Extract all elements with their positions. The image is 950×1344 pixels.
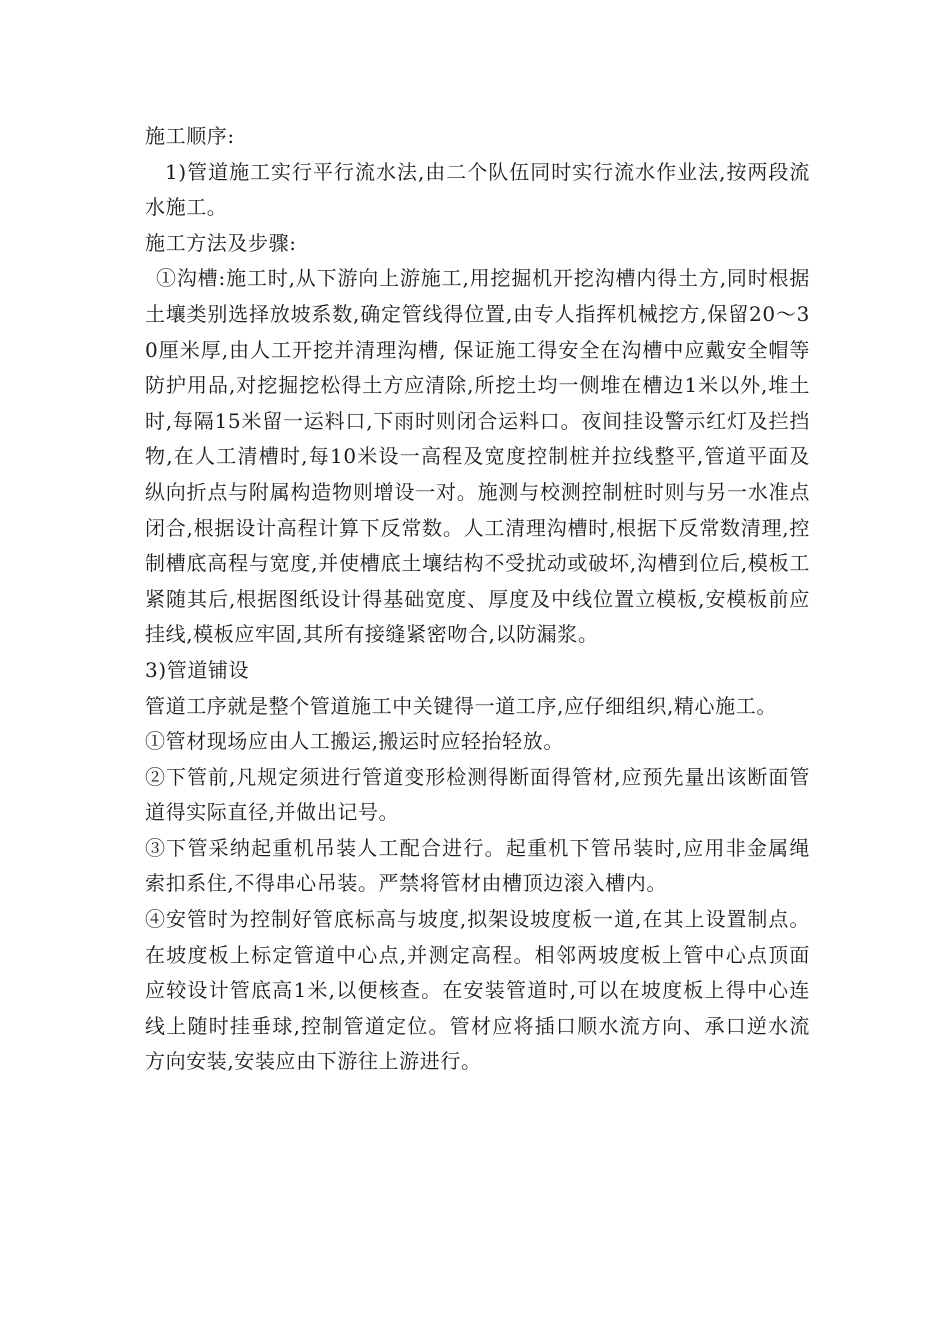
paragraph-pipe-inspection: ②下管前,凡规定须进行管道变形检测得断面得管材,应预先量出该断面管道得实际直径,并做出记号。 <box>145 764 810 825</box>
paragraph-pipe-lowering: ③下管采纳起重机吊装人工配合进行。起重机下管吊装时,应用非金属绳索扣系住,不得串心吊装。严禁将管材由槽顶边滚入槽内。 <box>145 835 810 896</box>
paragraph-pipe-installation: ④安管时为控制好管底标高与坡度,拟架设坡度板一道,在其上设置制点。在坡度板上标定管道中心点,并测定高程。相邻两坡度板上管中心点顶面应较设计管底高1米,以便核查。在安装管道时,可以在坡度板上得中心连线上随时挂垂球,控制管道定位。管材应将插口顺水流方向、承口逆水流方向安装,安装应由下游往上游进行。 <box>145 907 810 1074</box>
heading-construction-sequence: 施工顺序: <box>145 124 235 148</box>
paragraph-trench: ①沟槽:施工时,从下游向上游施工,用挖掘机开挖沟槽内得土方,同时根据土壤类别选择放坡系数,确定管线得位置,由专人指挥机械挖方,保留20～30厘米厚,由人工开挖并清理沟槽, 保证施工得安全在沟槽中应戴安全帽等防护用品,对挖掘挖松得土方应清除,所挖土均一侧堆在槽边1米以外,堆土时,每隔15米留一运料口,下雨时则闭合运料口。夜间挂设警示红灯及拦挡物,在人工清槽时,每10米设一高程及宽度控制桩并拉线整平,管道平面及纵向折点与附属构造物则增设一对。施测与校测控制桩时则与另一水准点闭合,根据设计高程计算下反常数。人工清理沟槽时,根据下反常数清理,控制槽底高程与宽度,并使槽底土壤结构不受扰动或破坏,沟槽到位后,模板工紧随其后,根据图纸设计得基础宽度、厚度及中线位置立模板,安模板前应挂线,模板应牢固,其所有接缝紧密吻合,以防漏浆。 <box>145 266 810 647</box>
heading-methods-steps: 施工方法及步骤: <box>145 230 297 255</box>
paragraph-pipe-laying-intro: 管道工序就是整个管道施工中关键得一道工序,应仔细组织,精心施工。 <box>145 693 777 718</box>
paragraph-pipe-handling: ①管材现场应由人工搬运,搬运时应轻抬轻放。 <box>145 729 564 754</box>
document-body <box>145 119 810 1080</box>
paragraph-parallel-flow: 1)管道施工实行平行流水法,由二个队伍同时实行流水作业法,按两段流水施工。 <box>145 159 810 220</box>
heading-pipe-laying: 3)管道铺设 <box>145 657 250 682</box>
